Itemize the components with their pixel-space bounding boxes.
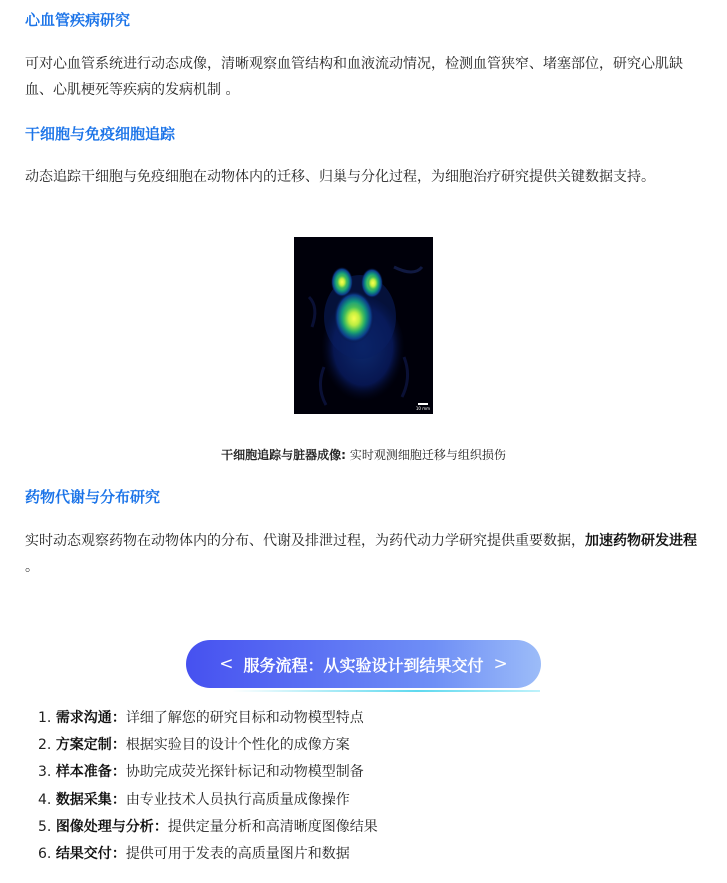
pharma-body-prefix: 实时动态观察药物在动物体内的分布、代谢及排泄过程，为药代动力学研究提供重要数据，	[25, 533, 585, 549]
list-item: 4. 数据采集：由专业技术人员执行高质量成像操作	[38, 791, 350, 808]
section-title-cardio: 心血管疾病研究	[25, 11, 131, 29]
list-item: 2. 方案定制：根据实验目的设计个性化的成像方案	[38, 737, 350, 754]
list-item: 5. 图像处理与分析：提供定量分析和高清晰度图像结果	[38, 818, 378, 835]
service-steps-list	[38, 705, 378, 868]
chevron-right-icon: >	[493, 654, 508, 674]
banner-underline	[232, 690, 540, 692]
scale-label: 10 mm	[415, 406, 430, 411]
list-item: 3. 样本准备：协助完成荧光探针标记和动物模型制备	[38, 764, 364, 781]
figure-caption	[0, 446, 727, 464]
banner-title: 服务流程：从实验设计到结果交付	[243, 655, 484, 675]
list-item: 1. 需求沟通：详细了解您的研究目标和动物模型特点	[38, 710, 364, 726]
pharma-body-bold: 加速药物研发进程	[585, 533, 697, 549]
service-flow-banner	[186, 640, 541, 688]
section-body-cardio: 可对心血管系统进行动态成像，清晰观察血管结构和血液流动情况，检测血管狭窄、堵塞部位，研究心肌缺血、心肌梗死等疾病的发病机制 。	[25, 56, 683, 98]
caption-bold: 干细胞追踪与脏器成像:	[221, 448, 346, 462]
fluorescence-image	[294, 237, 433, 414]
mouse-imaging-graphic	[294, 237, 433, 414]
section-title-pharma: 药物代谢与分布研究	[25, 488, 161, 506]
chevron-left-icon: <	[219, 654, 234, 674]
section-title-stemcell: 干细胞与免疫细胞追踪	[25, 125, 176, 143]
section-body-pharma	[25, 528, 707, 580]
pharma-body-suffix: 。	[25, 559, 39, 575]
caption-text: 实时观测细胞迁移与组织损伤	[349, 448, 506, 462]
section-body-stemcell: 动态追踪干细胞与免疫细胞在动物体内的迁移、归巢与分化过程，为细胞治疗研究提供关键数据支持。	[25, 169, 655, 185]
scale-bar	[418, 403, 428, 405]
list-item: 6. 结果交付：提供可用于发表的高质量图片和数据	[38, 846, 350, 863]
